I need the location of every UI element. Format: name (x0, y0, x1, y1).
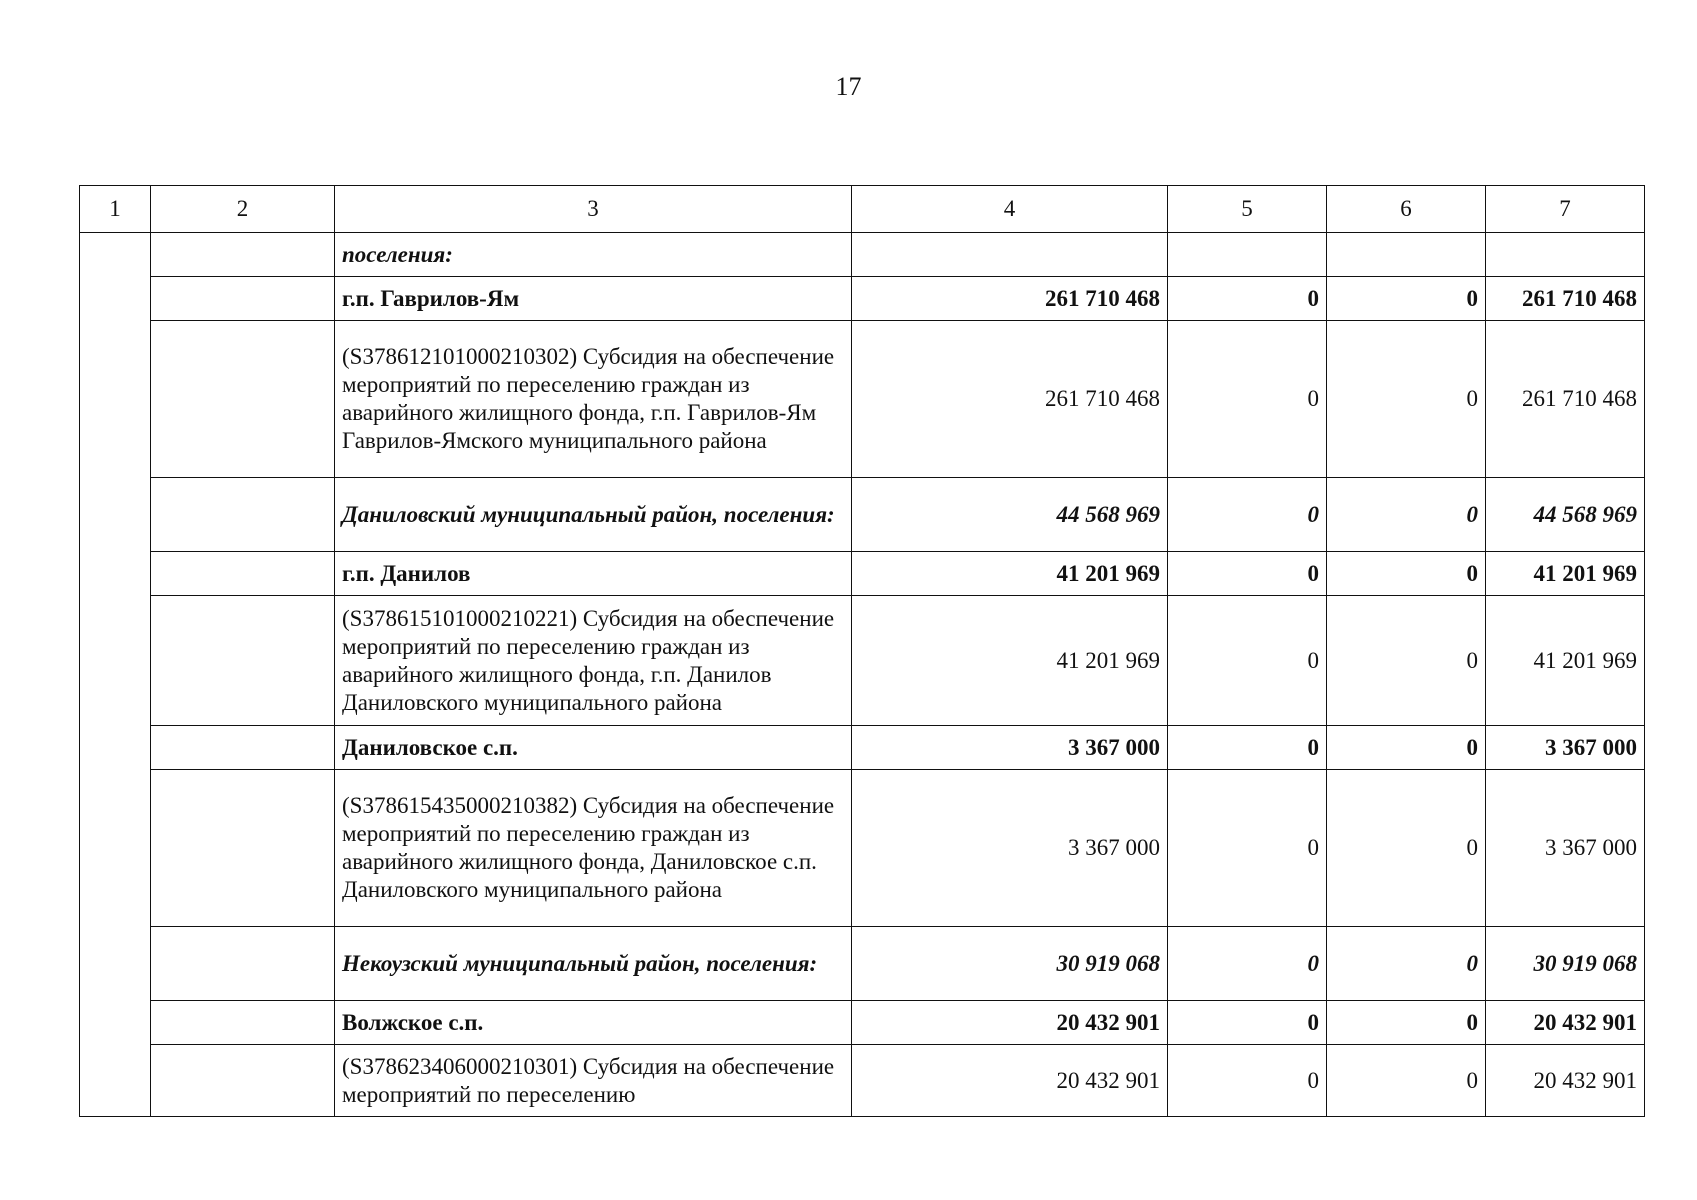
amount-cell-c7: 41 201 969 (1486, 552, 1645, 596)
amount-cell-c6: 0 (1327, 770, 1486, 927)
row-name-cell: г.п. Гаврилов-Ям (335, 277, 852, 321)
amount-cell-c7: 30 919 068 (1486, 927, 1645, 1001)
column-2-cell (151, 596, 335, 726)
table-row (80, 1001, 1645, 1045)
amount-cell-c4 (852, 233, 1168, 277)
amount-cell-c6: 0 (1327, 478, 1486, 552)
column-2-cell (151, 1001, 335, 1045)
amount-cell-c4: 3 367 000 (852, 770, 1168, 927)
amount-cell-c4: 20 432 901 (852, 1001, 1168, 1045)
amount-cell-c6: 0 (1327, 726, 1486, 770)
column-2-cell (151, 726, 335, 770)
amount-cell-c5: 0 (1168, 596, 1327, 726)
header-cell: 7 (1486, 186, 1645, 233)
table-body (80, 186, 1645, 1117)
amount-cell-c4: 41 201 969 (852, 596, 1168, 726)
header-cell: 5 (1168, 186, 1327, 233)
amount-cell-c6: 0 (1327, 321, 1486, 478)
amount-cell-c5: 0 (1168, 1001, 1327, 1045)
header-cell: 4 (852, 186, 1168, 233)
amount-cell-c5 (1168, 233, 1327, 277)
row-name-cell: Волжское с.п. (335, 1001, 852, 1045)
column-1-cell (80, 233, 151, 1117)
amount-cell-c5: 0 (1168, 321, 1327, 478)
amount-cell-c7: 20 432 901 (1486, 1045, 1645, 1117)
header-cell: 3 (335, 186, 852, 233)
amount-cell-c5: 0 (1168, 1045, 1327, 1117)
table-row (80, 552, 1645, 596)
row-name-cell: (S378615101000210221) Субсидия на обеспечение мероприятий по переселению граждан из аварийного жилищного фонда, г.п. Данилов Даниловского муниципального района (335, 596, 852, 726)
table-row (80, 321, 1645, 478)
column-2-cell (151, 321, 335, 478)
amount-cell-c6: 0 (1327, 1001, 1486, 1045)
table-row (80, 596, 1645, 726)
budget-table (79, 185, 1645, 1117)
amount-cell-c7: 261 710 468 (1486, 277, 1645, 321)
table-row (80, 726, 1645, 770)
table-row (80, 770, 1645, 927)
amount-cell-c4: 3 367 000 (852, 726, 1168, 770)
column-2-cell (151, 478, 335, 552)
amount-cell-c5: 0 (1168, 927, 1327, 1001)
amount-cell-c7: 261 710 468 (1486, 321, 1645, 478)
amount-cell-c4: 30 919 068 (852, 927, 1168, 1001)
table-row (80, 927, 1645, 1001)
amount-cell-c5: 0 (1168, 478, 1327, 552)
amount-cell-c5: 0 (1168, 770, 1327, 927)
header-cell: 6 (1327, 186, 1486, 233)
amount-cell-c6: 0 (1327, 596, 1486, 726)
header-cell: 2 (151, 186, 335, 233)
amount-cell-c7: 41 201 969 (1486, 596, 1645, 726)
row-name-cell: (S378623406000210301) Субсидия на обеспечение мероприятий по переселению (335, 1045, 852, 1117)
amount-cell-c6: 0 (1327, 927, 1486, 1001)
amount-cell-c7: 20 432 901 (1486, 1001, 1645, 1045)
row-name-cell: поселения: (335, 233, 852, 277)
amount-cell-c6: 0 (1327, 552, 1486, 596)
row-name-cell: (S378612101000210302) Субсидия на обеспечение мероприятий по переселению граждан из аварийного жилищного фонда, г.п. Гаврилов-Ям Гаврилов-Ямского муниципального района (335, 321, 852, 478)
amount-cell-c7: 44 568 969 (1486, 478, 1645, 552)
amount-cell-c4: 44 568 969 (852, 478, 1168, 552)
amount-cell-c5: 0 (1168, 552, 1327, 596)
header-cell: 1 (80, 186, 151, 233)
column-2-cell (151, 233, 335, 277)
column-2-cell (151, 277, 335, 321)
amount-cell-c5: 0 (1168, 726, 1327, 770)
row-name-cell: Некоузский муниципальный район, поселения: (335, 927, 852, 1001)
amount-cell-c4: 261 710 468 (852, 321, 1168, 478)
amount-cell-c7: 3 367 000 (1486, 726, 1645, 770)
table-row (80, 1045, 1645, 1117)
amount-cell-c4: 261 710 468 (852, 277, 1168, 321)
column-number-header (80, 186, 1645, 233)
table-row (80, 233, 1645, 277)
amount-cell-c6 (1327, 233, 1486, 277)
page-number: 17 (835, 72, 862, 101)
amount-cell-c7: 3 367 000 (1486, 770, 1645, 927)
amount-cell-c7 (1486, 233, 1645, 277)
amount-cell-c5: 0 (1168, 277, 1327, 321)
row-name-cell: Даниловский муниципальный район, поселения: (335, 478, 852, 552)
column-2-cell (151, 552, 335, 596)
column-2-cell (151, 770, 335, 927)
amount-cell-c6: 0 (1327, 277, 1486, 321)
column-2-cell (151, 927, 335, 1001)
table-row (80, 478, 1645, 552)
row-name-cell: (S378615435000210382) Субсидия на обеспечение мероприятий по переселению граждан из аварийного жилищного фонда, Даниловское с.п. Даниловского муниципального района (335, 770, 852, 927)
column-2-cell (151, 1045, 335, 1117)
table-row (80, 277, 1645, 321)
row-name-cell: Даниловское с.п. (335, 726, 852, 770)
row-name-cell: г.п. Данилов (335, 552, 852, 596)
amount-cell-c4: 41 201 969 (852, 552, 1168, 596)
amount-cell-c6: 0 (1327, 1045, 1486, 1117)
amount-cell-c4: 20 432 901 (852, 1045, 1168, 1117)
